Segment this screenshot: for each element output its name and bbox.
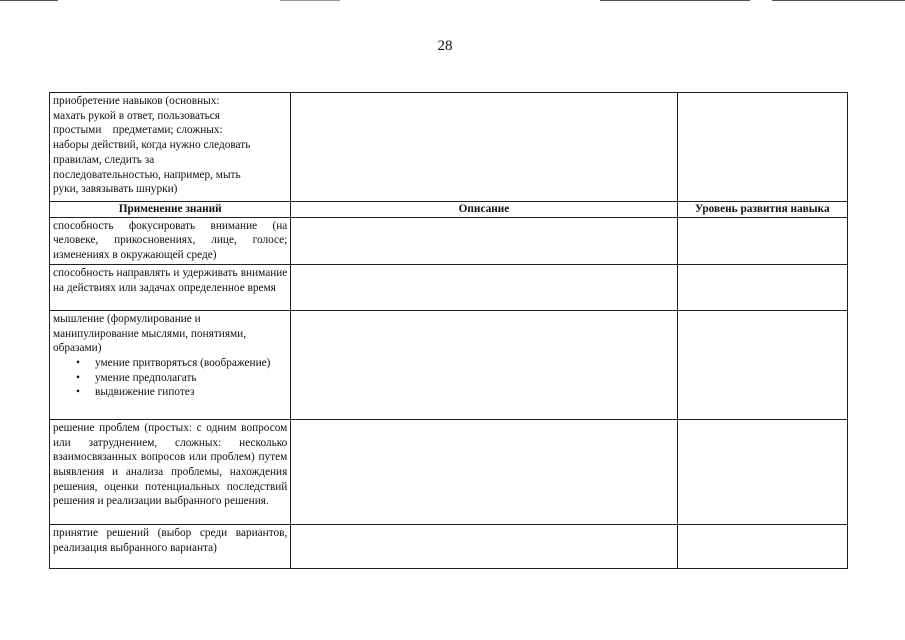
bullet-item: • умение предполагать [95,371,287,386]
level-cell [677,93,847,202]
bullet-item: • выдвижение гипотез [95,385,287,400]
skill-cell: решение проблем (простых: с одним вопросом или затруднением, сложных: несколько взаимосвязанных вопросов или проблем) путем выявления и анализа проблемы, нахождения решения, оценки потенциальных последствий решения и реализации выбранного решения. [50,419,291,524]
table-row [50,419,848,524]
skill-line: приобретение навыков (основных: [53,95,220,107]
skill-line: руки, завязывать шнурки) [53,183,178,196]
level-cell [677,524,847,568]
description-cell [291,217,677,264]
header-description: Описание [291,202,677,218]
level-cell [677,310,847,419]
skill-line: простыми предметами; сложных: [53,124,223,137]
skill-line: махать рукой в ответ, пользоваться [53,109,220,122]
table-row [50,310,848,419]
header-skill-level: Уровень развития навыка [677,202,847,218]
header-knowledge-application: Применение знаний [50,202,291,218]
level-cell [677,264,847,310]
skill-cell: способность направлять и удерживать внимание на действиях или задачах определенное время [50,264,291,310]
description-cell [291,264,677,310]
description-cell [291,310,677,419]
level-cell [677,419,847,524]
table-row [50,524,848,568]
page-number: 28 [437,38,453,54]
skills-table [49,92,848,569]
skill-cell: способность фокусировать внимание (на человеке, прикосновениях, лице, голосе; изменениях в окружающей среде) [50,217,291,264]
table-row [50,217,848,264]
table-row [50,93,848,202]
skill-cell [50,310,291,419]
scan-edge-line [600,0,750,1]
skill-line: последовательностью, например, мыть [53,168,241,181]
bullet-list [53,356,287,400]
level-cell [677,217,847,264]
description-cell [291,93,677,202]
scan-edge-line [0,0,58,1]
table-row [50,264,848,310]
skill-cell: принятие решений (выбор среди вариантов, реализация выбранного варианта) [50,524,291,568]
skill-cell [50,93,291,202]
skill-line: правилам, следить за [53,153,155,166]
table-header-row [50,202,848,218]
description-cell [291,419,677,524]
description-cell [291,524,677,568]
bullet-item: • умение притворяться (воображение) [95,356,287,371]
scan-edge-line [772,0,905,1]
skill-intro: мышление (формулирование и манипулирование мыслями, понятиями, образами) [53,312,247,355]
scan-edge-line [280,0,340,1]
skill-line: наборы действий, когда нужно следовать [53,139,251,152]
